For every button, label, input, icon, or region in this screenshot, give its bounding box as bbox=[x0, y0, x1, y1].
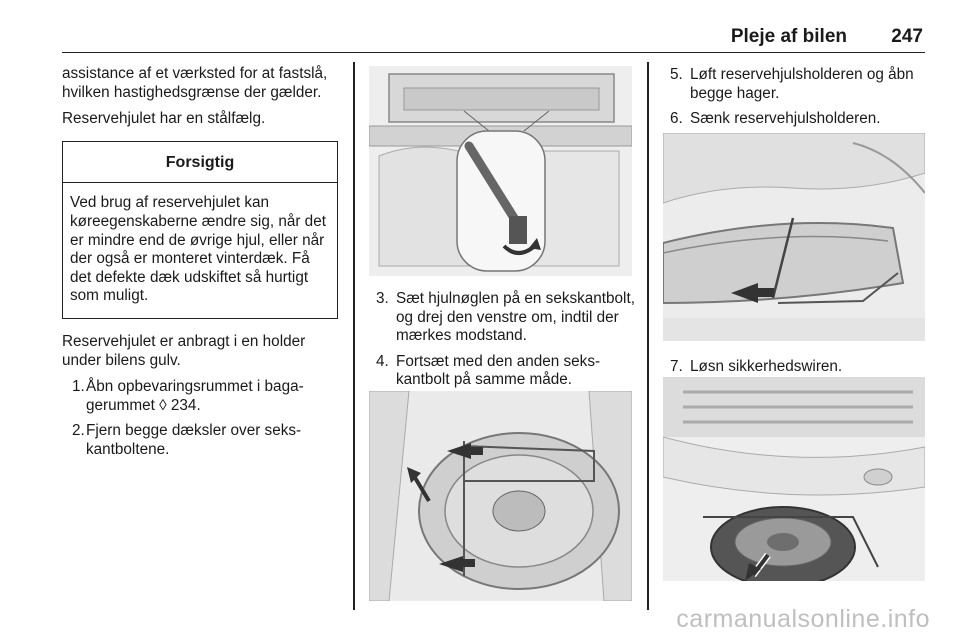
column-2 bbox=[370, 290, 636, 397]
step-number: 2. bbox=[72, 422, 85, 440]
page-header bbox=[62, 22, 925, 53]
paragraph: Reservehjulet har en stålfælg. bbox=[62, 110, 266, 128]
section-title: Pleje af bilen bbox=[730, 26, 847, 47]
step-item bbox=[62, 422, 338, 459]
caution-heading: Forsigtig bbox=[63, 142, 337, 184]
column-divider bbox=[353, 62, 355, 610]
illustration-trunk-wrench bbox=[369, 66, 632, 276]
step-item bbox=[370, 353, 636, 390]
step-item bbox=[664, 66, 928, 103]
step-text: Sænk reservehjulsholderen. bbox=[690, 110, 881, 128]
step-item bbox=[370, 290, 636, 346]
step-number: 6. bbox=[670, 110, 683, 128]
step-item bbox=[664, 358, 928, 377]
step-text: Fjern begge dæksler over sekskantboltene. bbox=[86, 422, 302, 458]
step-text: Fortsæt med den anden sekskantbolt på samme måde. bbox=[396, 352, 601, 389]
step-item bbox=[62, 378, 338, 415]
caution-text: Ved brug af reservehjulet kan køreegenskaberne ændre sig, når det er mindre end de øvrige hjul, eller når der også er monteret vinterdæk. Få det defekte dæk udskiftet så hurtigt som muligt. bbox=[70, 194, 326, 305]
step-number: 7. bbox=[670, 358, 683, 375]
paragraph: assistance af et værksted for at fastslå, hvilken hastighedsgrænse der gælder. bbox=[62, 65, 328, 101]
illustration-lower-holder bbox=[663, 133, 925, 341]
step-number: 1. bbox=[72, 378, 85, 396]
column-divider bbox=[647, 62, 649, 610]
watermark: carmanualsonline.info bbox=[676, 605, 930, 633]
step-item bbox=[664, 110, 928, 129]
column-3 bbox=[664, 66, 928, 136]
page-number: 247 bbox=[891, 26, 923, 47]
step-text: Løsn sikkerhedswiren. bbox=[690, 358, 843, 375]
caution-box bbox=[62, 141, 338, 319]
step-text: Sæt hjulnøglen på en sekskantbolt, og drej den venstre om, indtil der mærkes modstand. bbox=[396, 290, 635, 345]
step-number: 3. bbox=[376, 290, 389, 307]
step-number: 4. bbox=[376, 352, 389, 370]
illustration-safety-wire bbox=[663, 377, 925, 581]
column-1 bbox=[62, 65, 338, 467]
step-text: Åbn opbevaringsrummet i bagagerummet ◊ 234. bbox=[86, 378, 304, 414]
illustration-spare-wheel-holder bbox=[369, 391, 632, 601]
step-text: Løft reservehjulsholderen og åbn begge hager. bbox=[690, 66, 914, 102]
step-number: 5. bbox=[670, 66, 683, 83]
paragraph: Reservehjulet er anbragt i en holder under bilens gulv. bbox=[62, 332, 306, 369]
